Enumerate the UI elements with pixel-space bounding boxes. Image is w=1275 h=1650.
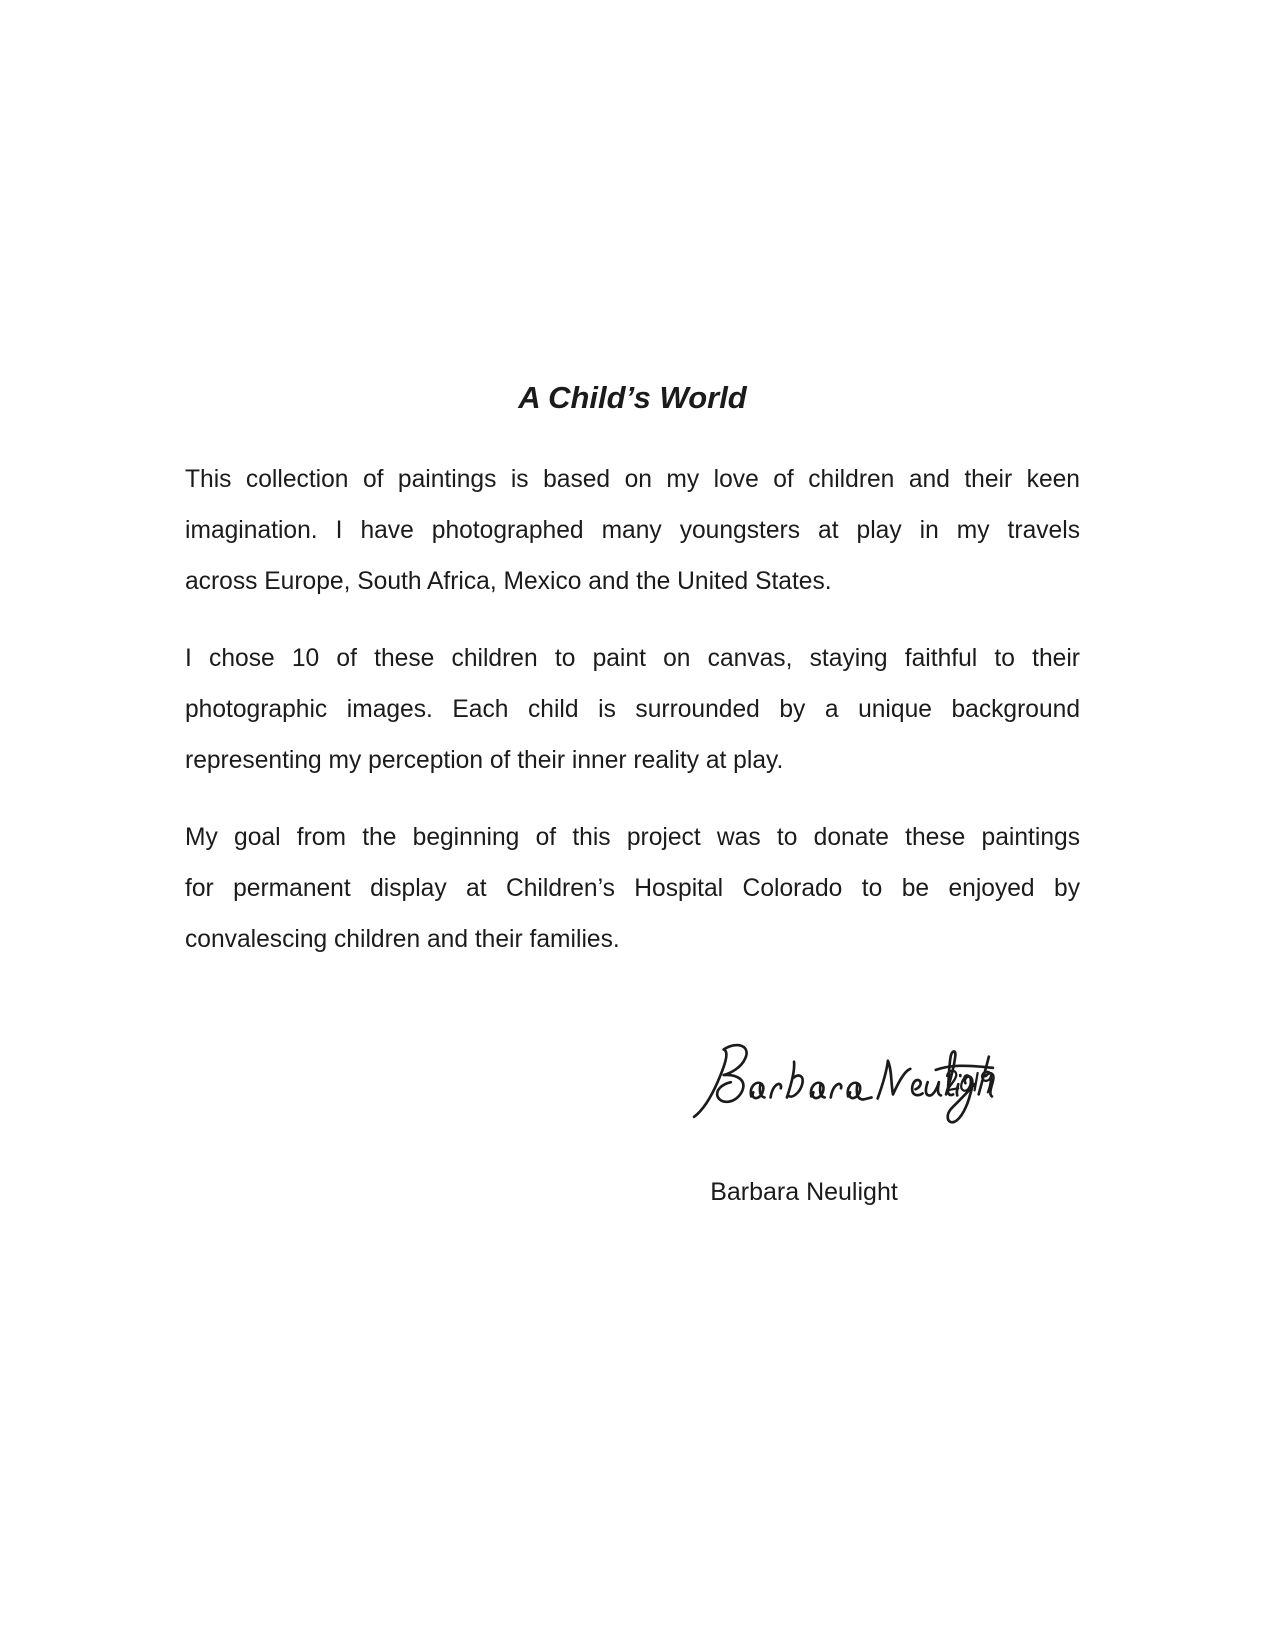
body-paragraphs	[185, 454, 1080, 991]
paragraph	[185, 633, 1080, 786]
text-line: My goal from the beginning of this project was to donate these paintings	[185, 824, 1080, 851]
typed-signature-name: Barbara Neulight	[710, 1178, 898, 1206]
page-title: A Child’s World	[518, 380, 747, 415]
text-line: This collection of paintings is based on my love of children and their keen	[185, 466, 1080, 493]
text-line: photographic images. Each child is surrounded by a unique background	[185, 696, 1080, 723]
text-line: representing my perception of their inner reality at play.	[185, 747, 784, 774]
text-line: convalescing children and their families.	[185, 926, 620, 953]
paragraph	[185, 812, 1080, 965]
text-line: across Europe, South Africa, Mexico and the United States.	[185, 568, 832, 595]
handwritten-signature	[690, 1022, 996, 1126]
text-line: I chose 10 of these children to paint on canvas, staying faithful to their	[185, 645, 1080, 672]
text-line: for permanent display at Children’s Hospital Colorado to be enjoyed by	[185, 875, 1080, 902]
paragraph	[185, 454, 1080, 607]
text-line: imagination. I have photographed many youngsters at play in my travels	[185, 517, 1080, 544]
